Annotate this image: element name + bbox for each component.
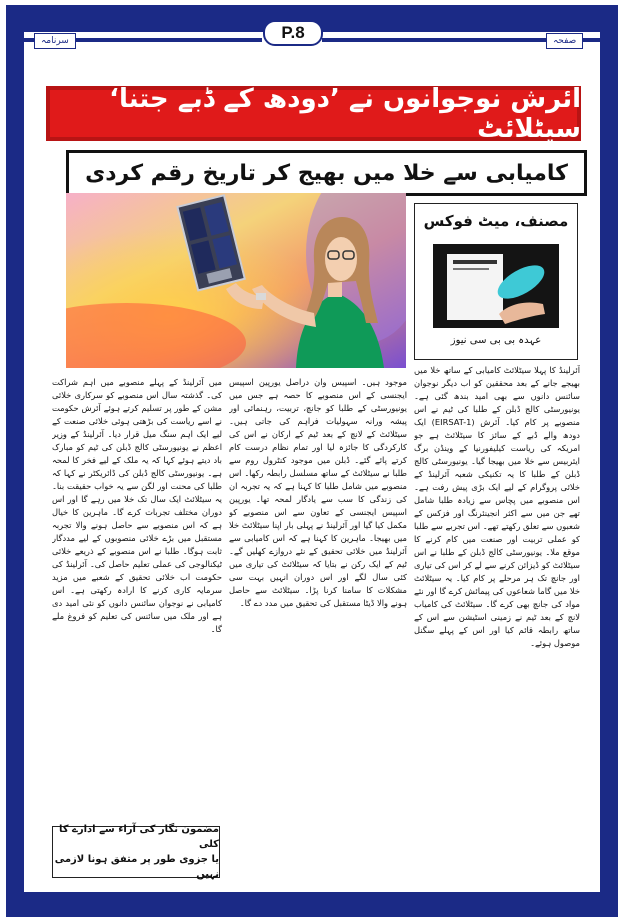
page-number: P.8: [263, 20, 323, 46]
subheadline-box: [66, 150, 587, 196]
author-credit: عہدہ بی بی سی نیوز: [450, 335, 542, 346]
subheadline: کامیابی سے خلا میں بھیج کر تاریخ رقم کردی: [85, 160, 568, 186]
header-tag-left: سرنامہ: [34, 33, 76, 49]
headline-banner: [46, 83, 581, 144]
article-column-right: [414, 364, 580, 876]
disclaimer-box: [52, 826, 220, 878]
header-tag-right: صفحہ: [546, 33, 583, 49]
author-name: مصنف، میٹ فوکس: [423, 212, 569, 230]
article-column-middle: [229, 376, 407, 876]
disclaimer-line-1: مضمون نگار کی آراء سے ادارے کا کلی: [58, 824, 219, 850]
article-text-right: آئرلینڈ کا پہلا سیٹلائٹ کامیابی کے ساتھ خلا میں بھیجے جانے کے بعد محققین کو اب دیگر نوجوان سائنس دانوں سے بھی امید بندھ گئی ہے۔ یونیورسٹی کالج ڈبلن کے طلبا کی ٹیم نے اس منصوبے پر کام کیا۔ آئرش (EIRSAT-1) ایک دودھ والے ڈبے کے سائز کا سیٹلائٹ ہے جو امریکہ کی ریاست کیلیفورنیا کے وینڈن برگ ایئربیس سے خلا میں بھیجا گیا۔ یونیورسٹی کالج ڈبلن کے طلبا کا یہ تکنیکی شعبہ آئرلینڈ کے خلائی پروگرام کے لیے ایک بڑی پیش رفت ہے۔ اس منصوبے میں پچاس سے زیادہ طلبا شامل تھے جن میں سے اکثر انجینئرنگ اور فزکس کے شعبوں سے تعلق رکھتے تھے۔ اس تجربے سے طلبا کو عملی تربیت اور صنعت میں کام کرنے کا موقع ملا۔ یونیورسٹی کالج ڈبلن کے طلبا نے اس سیٹلائٹ کو ڈیزائن کرنے سے لے کر اس کی تیاری اور جانچ تک ہر مرحلے پر کام کیا۔ یہ سیٹلائٹ خلا میں گاما شعاعوں کی پیمائش کرے گا اور نئے مواد کی جانچ بھی کرے گا۔ سیٹلائٹ کی کامیاب لانچ کے بعد ٹیم نے زمینی اسٹیشن سے اس کے ساتھ رابطہ قائم کیا اور اس کے پہلے سگنل موصول ہوئے۔: [414, 365, 580, 648]
author-image: [433, 244, 559, 328]
feature-photo: [66, 193, 406, 368]
photo-illustration: [66, 193, 406, 368]
article-column-left: [52, 376, 222, 820]
author-box: [414, 203, 578, 360]
article-text-left: میں آئرلینڈ کے پہلے منصوبے میں اہم شراکت کی۔ گذشتہ سال اس منصوبے کو سرکاری خلائی مشن کے طور پر تسلیم کرتے ہوئے آئرش حکومت نے اسے ریاست کی بڑھتی ہوئی خلائی صنعت کے لیے ایک اہم سنگ میل قرار دیا۔ آئرلینڈ کے وزیر اعظم نے یونیورسٹی کالج ڈبلن کی ٹیم کو مبارک باد دیتے ہوئے کہا کہ یہ ملک کے لیے فخر کا لمحہ ہے۔ یونیورسٹی کالج ڈبلن کی ڈائریکٹر نے کہا کہ طلبا کی محنت اور لگن سے یہ خواب حقیقت بنا۔ یہ سیٹلائٹ ایک سال تک خلا میں رہے گا اور اس دوران مختلف تجربات کرے گا۔ ماہرین کا خیال ہے کہ اس منصوبے سے حاصل ہونے والا تجربہ مستقبل میں بڑے خلائی منصوبوں کے لیے مددگار ثابت ہوگا۔ طلبا نے اس منصوبے کے ذریعے خلائی ٹیکنالوجی کی عملی تعلیم حاصل کی۔ آئرلینڈ کی حکومت اب خلائی تحقیق کے شعبے میں مزید سرمایہ کاری کرنے کا ارادہ رکھتی ہے۔ اس کامیابی نے نوجوان سائنس دانوں کو نئی امید دی ہے اور ملک میں سائنس کی تعلیم کو فروغ ملے گا۔: [52, 377, 222, 634]
book-illustration: [433, 244, 559, 328]
headline: آئرش نوجوانوں نے ’دودھ کے ڈبے جتنا‘ سیٹلائٹ: [109, 83, 581, 144]
article-text-middle: موجود ہیں۔ اسپیس وان دراصل یورپین اسپیس ایجنسی کے اس منصوبے کا حصہ ہے جس میں یونیورسٹی کے طلبا کو جانچ، تربیت، رہنمائی اور پیشہ ورانہ سہولیات فراہم کی جاتی ہیں۔ سیٹلائٹ کے لانچ کے بعد ٹیم کے ارکان نے اس کی کارکردگی کا جائزہ لیا اور تمام نظام درست کام کرتے پائے گئے۔ ڈبلن میں موجود کنٹرول روم سے طلبا نے سیٹلائٹ کے ساتھ مسلسل رابطہ رکھا۔ اس منصوبے میں شامل طلبا کا کہنا ہے کہ یہ تجربہ ان کی زندگی کا سب سے یادگار لمحہ تھا۔ یورپین اسپیس ایجنسی کے تعاون سے اس منصوبے کو مکمل کیا گیا اور آئرلینڈ نے پہلی بار اپنا سیٹلائٹ خلا میں بھیجا۔ ماہرین کا کہنا ہے کہ اس کامیابی سے آئرلینڈ میں خلائی تحقیق کے نئے دروازے کھلیں گے۔ ٹیم کے ایک رکن نے بتایا کہ سیٹلائٹ کی تیاری میں کئی سال لگے اور اس دوران انہیں بہت سی مشکلات کا سامنا کرنا پڑا۔ سیٹلائٹ سے حاصل ہونے والا ڈیٹا مستقبل کی تحقیق میں مدد دے گا۔: [229, 377, 407, 608]
disclaimer-line-2: یا جزوی طور پر متفق ہونا لازمی نہیں: [54, 854, 219, 880]
